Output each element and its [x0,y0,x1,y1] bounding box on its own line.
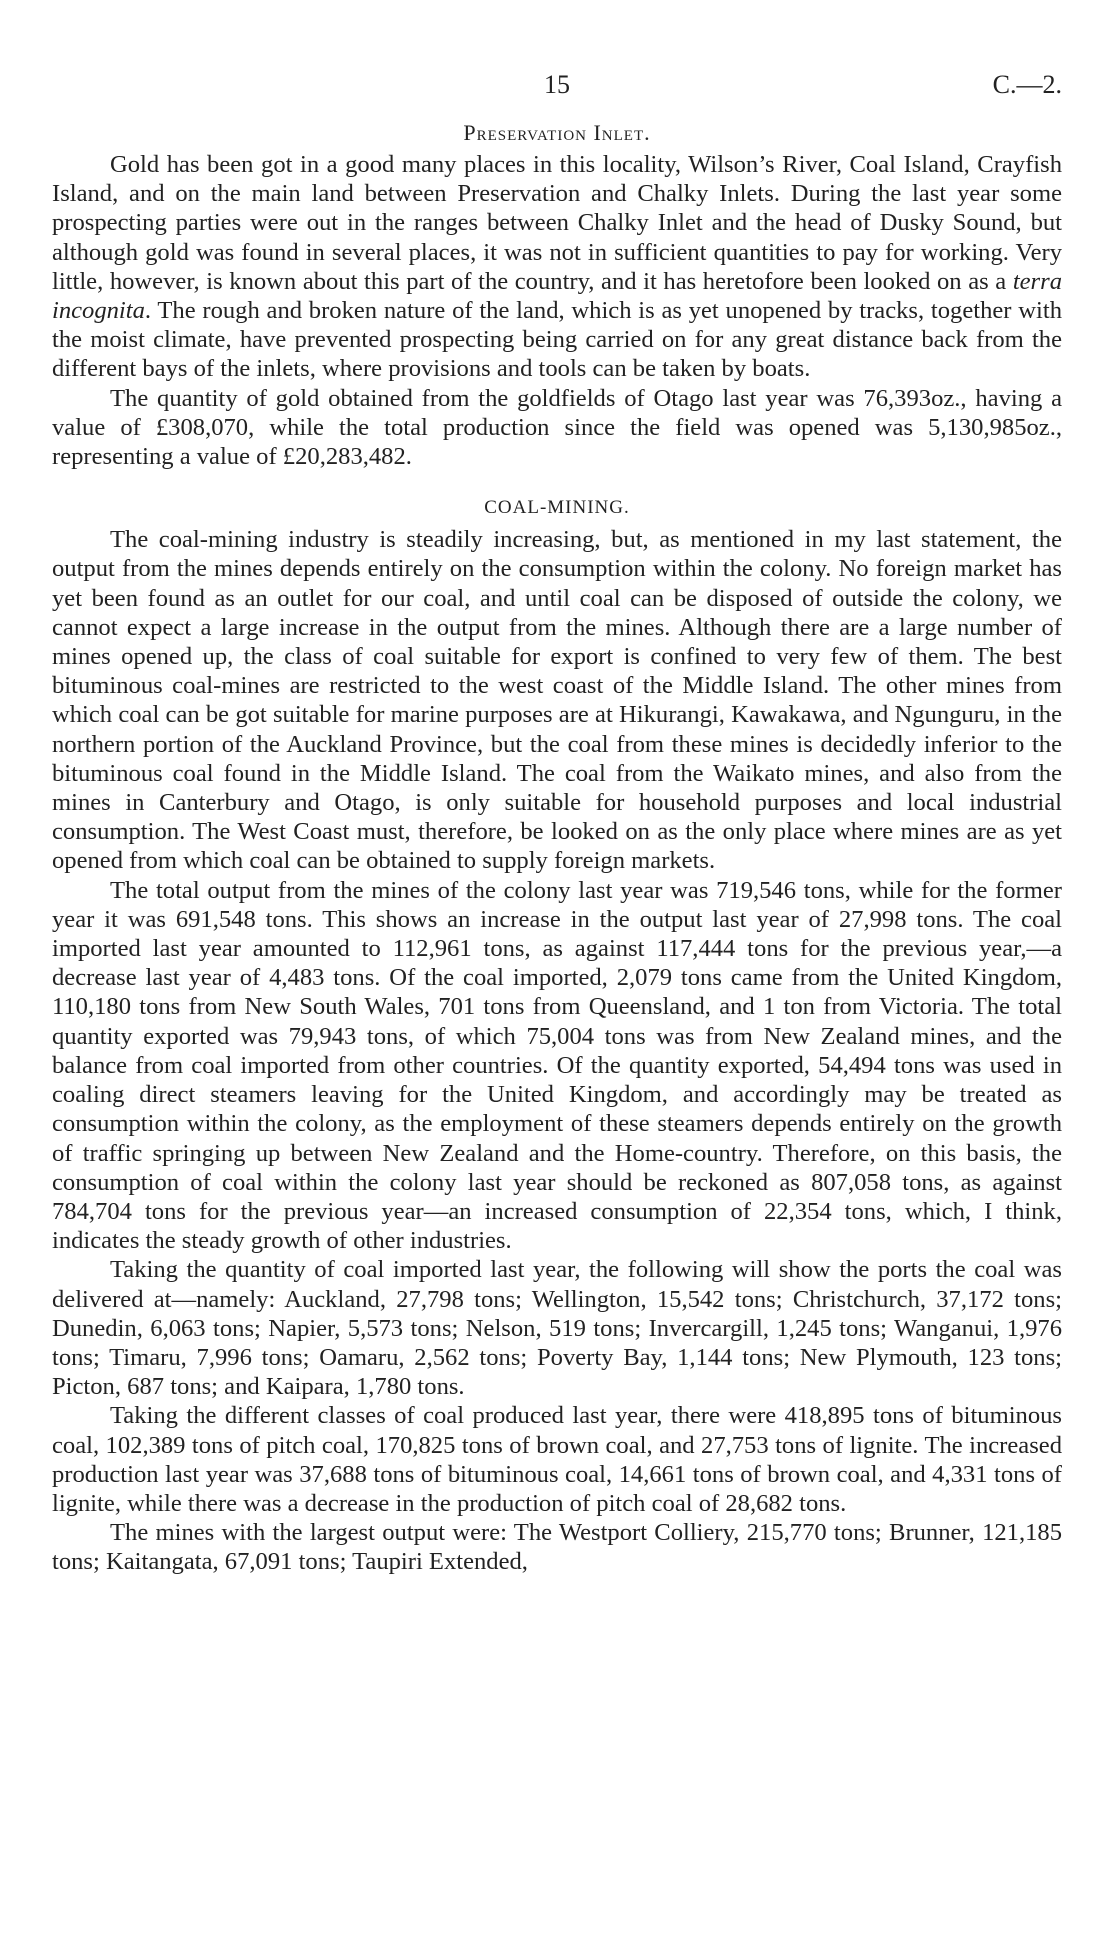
section-preservation-inlet [52,120,1062,471]
paragraph: Taking the different classes of coal produced last year, there were 418,895 tons of bituminous coal, 102,389 tons of pitch coal, 170,825 tons of brown coal, and 27,753 tons of lignite. The increased production last year was 37,688 tons of bituminous coal, 14,661 tons of brown coal, and 4,331 tons of lignite, while there was a decrease in the production of pitch coal of 28,682 tons. [52,1402,1062,1517]
page-number: 15 [544,70,570,99]
paragraph: Taking the quantity of coal imported last year, the following will show the ports the coal was delivered at—namely: Auckland, 27,798 tons; Wellington, 15,542 tons; Christchurch, 37,172 tons; Dunedin, 6,063 tons; Napier, 5,573 tons; Nelson, 519 tons; Invercargill, 1,245 tons; Wanganui, 1,976 tons; Timaru, 7,996 tons; Oamaru, 2,562 tons; Poverty Bay, 1,144 tons; New Plymouth, 123 tons; Picton, 687 tons; and Kaipara, 1,780 tons. [52,1256,1062,1401]
paragraph: The total output from the mines of the colony last year was 719,546 tons, while for the former year it was 691,548 tons. This shows an increase in the output last year of 27,998 tons. The coal imported last year amounted to 112,961 tons, as against 117,444 tons for the previous year,—a decrease last year of 4,483 tons. Of the coal imported, 2,079 tons came from the United Kingdom, 110,180 tons from New South Wales, 701 tons from Queensland, and 1 ton from Victoria. The total quantity exported was 79,943 tons, of which 75,004 tons was from New Zealand mines, and the balance from coal imported from other countries. Of the quantity exported, 54,494 tons was used in coaling direct steamers leaving for the United Kingdom, and accordingly may be treated as consumption within the colony, as the employment of these steamers depends entirely on the growth of traffic springing up between New Zealand and the Home-country. Therefore, on this basis, the consumption of coal within the colony last year should be reckoned as 807,058 tons, as against 784,704 tons for the previous year—an increased consumption of 22,354 tons, which, I think, indicates the steady growth of other industries. [52,876,1062,1255]
document-page [52,70,1062,1577]
section-coal-mining [52,497,1062,1576]
paragraph-text: . The rough and broken nature of the land, which is as yet unopened by tracks, together with the moist climate, have prevented prospecting being carried on for any great distance back from the different bays of the inlets, where provisions and tools can be taken by boats. [52,297,1062,383]
paragraph [52,150,1062,384]
italic-phrase: terra incognita [52,267,1062,325]
paragraph: The quantity of gold obtained from the goldfields of Otago last year was 76,393oz., having a value of £308,070, while the total production since the field was opened was 5,130,985oz., representing a value of £20,283,482. [52,384,1062,471]
section-title: COAL-MINING. [484,497,630,519]
paragraph: The coal-mining industry is steadily increasing, but, as mentioned in my last statement, the output from the mines depends entirely on the consumption within the colony. No foreign market has yet been found as an outlet for our coal, and until coal can be disposed of outside the colony, we cannot expect a large increase in the output from the mines. Although there are a large number of mines opened up, the class of coal suitable for export is confined to very few of them. The best bituminous coal-mines are restricted to the west coast of the Middle Island. The other mines from which coal can be got suitable for marine purposes are at Hikurangi, Kawakawa, and Ngunguru, in the northern portion of the Auckland Province, but the coal from these mines is decidedly inferior to the bituminous coal found in the Middle Island. The coal from the Waikato mines, and also from the mines in Canterbury and Otago, is only suitable for household purposes and local industrial consumption. The West Coast must, therefore, be looked on as the only place where mines are as yet opened from which coal can be obtained to supply foreign markets. [52,526,1062,875]
document-reference: C.—2. [992,70,1062,99]
section-title: Preservation Inlet. [463,120,651,145]
page-header [52,70,1062,110]
paragraph: The mines with the largest output were: The Westport Colliery, 215,770 tons; Brunner, 121,185 tons; Kaitangata, 67,091 tons; Taupiri Extended, [52,1519,1062,1576]
paragraph-text: Gold has been got in a good many places in this locality, Wilson’s River, Coal Island, Crayfish Island, and on the main land between Preservation and Chalky Inlets. During the last year some prospecting parties were out in the ranges between Chalky Inlet and the head of Dusky Sound, but although gold was found in several places, it was not in sufficient quantities to pay for working. Very little, however, is known about this part of the country, and it has heretofore been looked on as a [52,151,1062,295]
